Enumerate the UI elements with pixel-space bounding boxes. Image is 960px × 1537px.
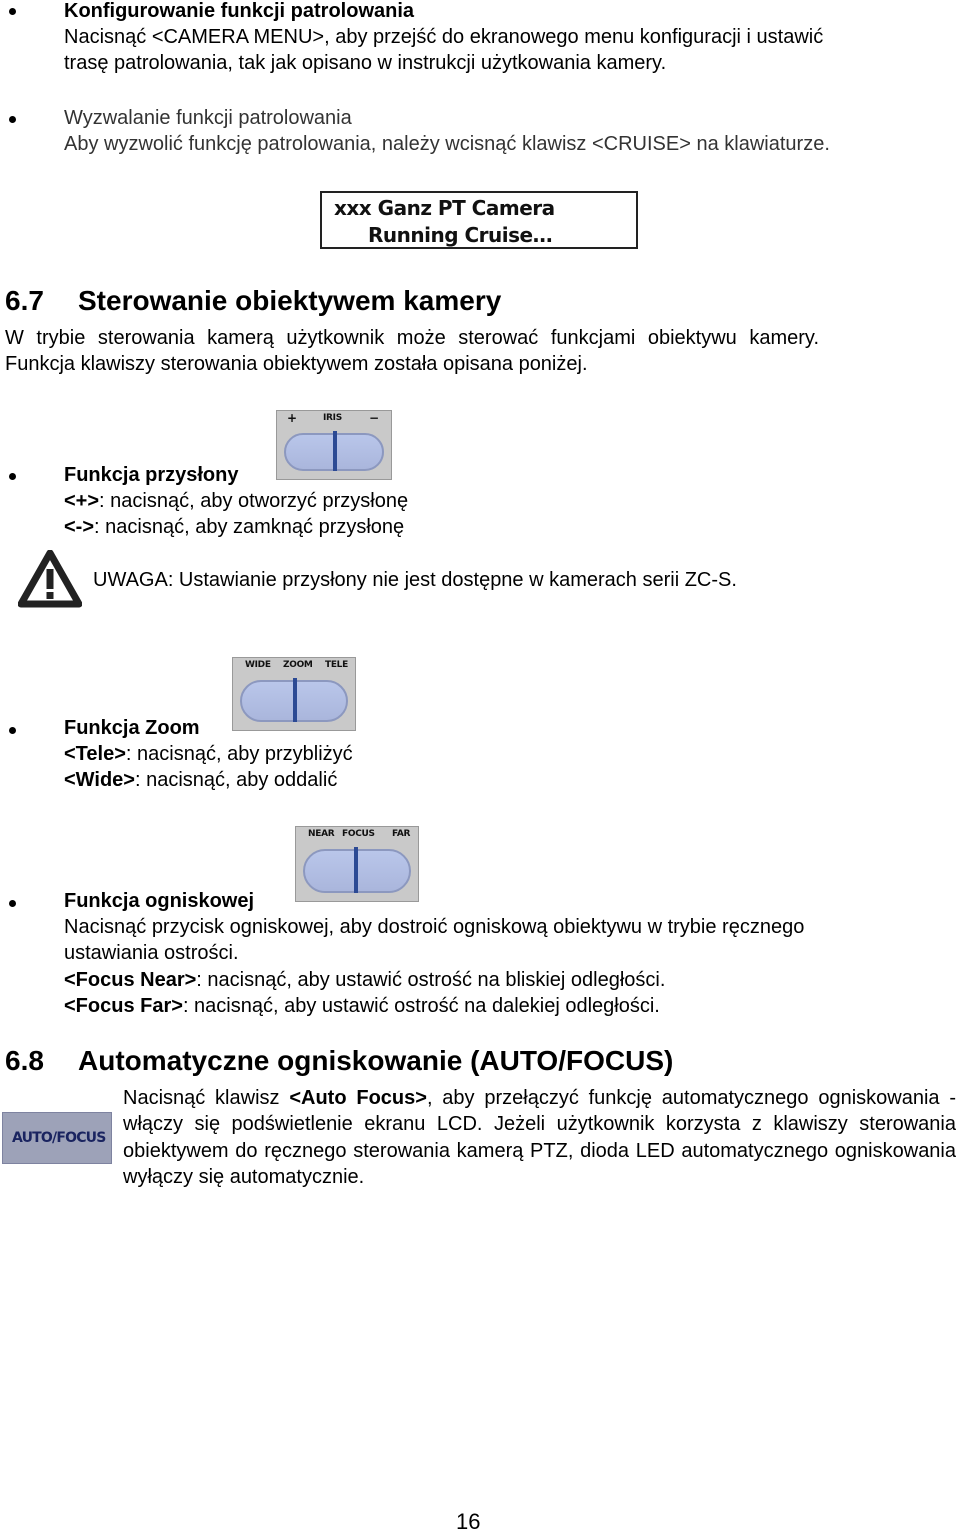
auto-focus-button-label: AUTO/FOCUS [12,1130,106,1146]
iris-keypad [276,410,392,480]
lcd-line1: xxx Ganz PT Camera [334,196,555,220]
focus-label: FOCUS [342,829,375,839]
iris-minus-line [64,514,404,540]
focus-far-label: FAR [392,829,411,839]
focus-far-text: : nacisnąć, aby ustawić ostrość na dalekiej odległości. [182,995,660,1017]
iris-plus-line [64,488,408,514]
warning-icon [18,550,82,608]
key-divider [333,431,337,471]
bullet [9,473,16,480]
iris-note: UWAGA: Ustawianie przysłony nie jest dostępne w kamerach serii ZC-S. [93,569,737,591]
focus-near-label: NEAR [308,829,335,839]
focus-near-key: <Focus Near> [64,969,197,991]
lcd-line2: Running Cruise… [368,223,553,247]
zoom-label: ZOOM [283,660,313,670]
zoom-wide-label: WIDE [245,660,271,670]
auto-focus-paragraph [123,1085,956,1190]
zoom-keypad [232,657,356,731]
bullet [9,116,16,123]
page-number: 16 [456,1509,481,1534]
zoom-wide-line [64,767,337,793]
bullet [9,900,16,907]
iris-plus-key: <+> [64,490,100,512]
zoom-wide-text: : nacisnąć, aby oddalić [134,769,338,791]
section-para-line2: Funkcja klawiszy sterowania obiektywem została opisana poniżej. [5,353,588,375]
patrol-config-title: Konfigurowanie funkcji patrolowania [64,0,415,22]
iris-minus-key: <-> [64,516,95,538]
zoom-wide-key: <Wide> [64,769,135,791]
lcd-display [320,191,638,249]
zoom-tele-label: TELE [325,660,348,670]
section-number: 6.8 [5,1045,44,1076]
focus-far-line [64,993,660,1019]
focus-line1: Nacisnąć przycisk ogniskowej, aby dostroić ogniskową obiektywu w trybie ręcznego [64,916,805,938]
zoom-title: Funkcja Zoom [64,717,200,739]
iris-minus-text: : nacisnąć, aby zamknąć przysłonę [94,516,405,538]
iris-plus-label: + [287,411,297,425]
zoom-tele-line [64,741,353,767]
section-number: 6.7 [5,285,44,316]
focus-near-line [64,967,665,993]
focus-keypad [295,826,419,902]
auto-focus-key: <Auto Focus> [289,1087,427,1109]
focus-far-key: <Focus Far> [64,995,183,1017]
section-title: Sterowanie obiektywem kamery [78,285,502,316]
section-para-line1: W trybie sterowania kamerą użytkownik może sterować funkcjami obiektywu kamery. [5,327,819,349]
auto-focus-button [2,1112,112,1164]
auto-focus-para-post: , aby przełączyć funkcję automatycznego ogniskowania - włączy się podświetlenie ekranu LCD. Jeżeli użytkownik korzysta z klawiszy sterowania obiektywem do ręcznego sterowania kamerą PTZ, dioda LED automatycznego ogniskowania wyłączy się automatycznie. [123,1087,957,1188]
patrol-config-line2: trasę patrolowania, tak jak opisano w instrukcji użytkowania kamery. [64,52,667,74]
key-divider [354,847,358,893]
iris-title: Funkcja przysłony [64,464,239,486]
zoom-tele-key: <Tele> [64,743,126,765]
iris-plus-text: : nacisnąć, aby otworzyć przysłonę [99,490,409,512]
bullet [9,8,16,15]
patrol-config-line1: Nacisnąć <CAMERA MENU>, aby przejść do ekranowego menu konfiguracji i ustawić [64,26,824,48]
section-title: Automatyczne ogniskowanie (AUTO/FOCUS) [78,1045,674,1076]
iris-label: IRIS [323,413,342,423]
patrol-trigger-line1: Aby wyzwolić funkcję patrolowania, należy wcisnąć klawisz <CRUISE> na klawiaturze. [64,133,830,155]
focus-line2: ustawiania ostrości. [64,942,239,964]
zoom-tele-text: : nacisnąć, aby przybliżyć [125,743,353,765]
patrol-trigger-title: Wyzwalanie funkcji patrolowania [64,107,352,129]
key-divider [293,678,297,722]
focus-near-text: : nacisnąć, aby ustawić ostrość na bliskiej odległości. [196,969,666,991]
iris-minus-label: − [369,411,379,425]
bullet [9,727,16,734]
auto-focus-para-pre: Nacisnąć klawisz [123,1087,290,1109]
focus-title: Funkcja ogniskowej [64,890,255,912]
